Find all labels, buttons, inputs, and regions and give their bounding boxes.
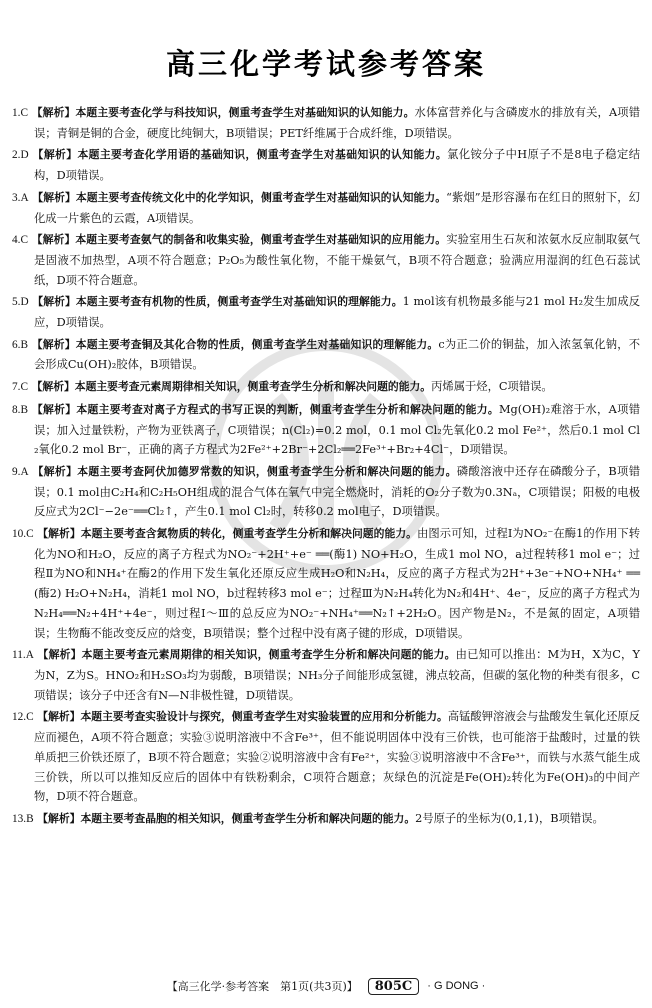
answer-item <box>12 462 640 522</box>
analysis-tag: 【解析】 <box>31 106 76 119</box>
analysis-tag: 【解析】 <box>31 337 76 351</box>
analysis-lead: 本题主要考查传统文化中的化学知识，侧重考查学生对基础知识的认知能力。 <box>75 190 447 204</box>
analysis-text: 水体富营养化与含磷废水的排放有关，A项错误；青铜是铜的合金，硬度比纯铜大，B项错误；PET纤维属于合成纤维，D项错误。 <box>34 106 641 140</box>
footer-exam-code: 805C <box>368 978 419 995</box>
analysis-text: 1 mol该有机物最多能与21 mol H₂发生加成反应，D项错误。 <box>34 295 641 330</box>
answer-item <box>12 188 640 228</box>
analysis-tag: 【解析】 <box>31 402 77 416</box>
analysis-text: Mg(OH)₂难溶于水，A项错误；加入过量铁粉，产物为亚铁离子，C项错误；n(Cl₂)=0.2 mol，0.1 mol Cl₂先氧化0.2 mol Fe²⁺，然后0.1 mol Cl₂氧化0.2 mol Br⁻，正确的离子方程式为2Fe²⁺+2Br⁻+2Cl₂══2Fe³⁺+Br₂+4Cl⁻，D项错误。 <box>34 402 641 457</box>
answer-number: 3.A <box>12 191 29 204</box>
answer-number: 9.A <box>12 465 29 478</box>
answer-number: 12.C <box>12 711 34 724</box>
analysis-text: 由图示可知，过程Ⅰ为NO₂⁻在酶1的作用下转化为NO和H₂O，反应的离子方程式为NO₂⁻+2H⁺+e⁻ ══(酶1) NO+H₂O，生成1 mol NO，a过程转移1 mol e⁻；过程Ⅱ为NO和NH₄⁺在酶2的作用下发生氧化还原反应生成H₂O和N₂H₄，反应的离子方程式为2H⁺+3e⁻+NO+NH₄⁺ ══(酶2) H₂O+N₂H₄，消耗1 mol NO，b过程转移3 mol e⁻；过程Ⅲ为N₂H₄转化为N₂和4H⁺、4e⁻，反应的离子方程式为N₂H₄══N₂+4H⁺+4e⁻，则过程Ⅰ～Ⅲ的总反应为NO₂⁻+NH₄⁺══N₂↑+2H₂O。因产物是N₂，不是氮的固定，A项错误；生物酶不能改变反应的焓变，B项错误；整个过程中没有离子键的形成，D项错误。 <box>34 527 641 640</box>
answer-item <box>12 645 640 705</box>
answer-number: 6.B <box>12 338 29 351</box>
footer-publisher: · G DONG · <box>427 980 486 992</box>
analysis-text: 由已知可以推出：M为H，X为C，Y为N，Z为S。HNO₂和H₂SO₃均为弱酸，B项错误；NH₃分子间能形成氢键，沸点较高，但碳的氢化物的种类有很多，C项错误；该分子中还含有N—N非极性键，D项错误。 <box>34 648 640 702</box>
analysis-tag: 【解析】 <box>37 527 81 541</box>
analysis-text: 磷酸溶液中还存在磷酸分子，B项错误；0.1 mol由C₂H₄和C₂H₅OH组成的混合气体在氧气中完全燃烧时，消耗的O₂分子数为0.3Nₐ，C项错误；阳极的电极反应式为2Cl⁻−2e⁻══Cl₂↑，产生0.1 mol Cl₂时，转移0.2 mol电子，D项错误。 <box>34 464 641 519</box>
answer-item <box>12 145 640 185</box>
analysis-text: 高锰酸钾溶液会与盐酸发生氧化还原反应而褪色，A项不符合题意；实验③说明溶液中不含Fe³⁺，但不能说明固体中没有三价铁，也可能溶于盐酸时，过量的铁单质把三价铁还原了，B项不符合题意；实验②说明溶液中含有Fe²⁺，实验③说明溶液中不含Fe³⁺，而铁与水蒸气能生成三价铁，所以可以推知反应后的固体中有铁粉剩余，C项符合题意；灰绿色的沉淀是Fe(OH)₂转化为Fe(OH)₃的中间产物，D项不符合题意。 <box>34 710 640 804</box>
answer-number: 10.C <box>12 528 34 541</box>
analysis-tag: 【解析】 <box>31 380 75 394</box>
analysis-lead: 本题主要考查元素周期律相关知识，侧重考查学生分析和解决问题的能力。 <box>74 380 432 394</box>
page-footer <box>0 974 652 998</box>
analysis-lead: 本题主要考查实验设计与探究，侧重考查学生对实验装置的应用和分析能力。 <box>80 710 448 724</box>
page-title: 高三化学考试参考答案 <box>165 47 486 81</box>
analysis-lead: 本题主要考查元素周期律的相关知识，侧重考查学生分析和解决问题的能力。 <box>81 648 456 662</box>
answer-number: 7.C <box>12 381 29 394</box>
answer-number: 4.C <box>12 234 29 247</box>
answer-number: 1.C <box>12 107 29 119</box>
analysis-text: 实验室用生石灰和浓氨水反应制取氨气是固液不加热型，A项不符合题意；P₂O₅为酸性氧化物，不能干燥氨气，B项不符合题意；验满应用湿润的红色石蕊试纸，D项不符合题意。 <box>34 233 641 287</box>
answer-item <box>12 292 640 332</box>
answer-list <box>12 103 640 832</box>
answer-item <box>12 335 640 375</box>
analysis-text: “紫烟”是形容瀑布在红日的照射下，幻化成一片紫色的云霞，A项错误。 <box>34 190 640 225</box>
analysis-tag: 【解析】 <box>31 233 76 247</box>
analysis-tag: 【解析】 <box>32 464 78 478</box>
analysis-lead: 本题主要考查化学用语的基础知识，侧重考查学生对基础知识的认知能力。 <box>77 148 448 162</box>
analysis-tag: 【解析】 <box>32 190 76 204</box>
footer-page-info: 【高三化学·参考答案 第1页(共3页)】 <box>166 980 358 993</box>
answer-number: 11.A <box>12 649 34 662</box>
analysis-lead: 本题主要考查氨气的制备和收集实验，侧重考查学生对基础知识的应用能力。 <box>75 233 447 247</box>
analysis-tag: 【解析】 <box>32 295 76 309</box>
answer-item <box>12 400 640 460</box>
analysis-tag: 【解析】 <box>32 148 78 162</box>
analysis-lead: 本题主要考查对离子方程式的书写正误的判断，侧重考查学生分析和解决问题的能力。 <box>76 402 499 416</box>
analysis-tag: 【解析】 <box>37 710 81 724</box>
analysis-lead: 本题主要考查晶胞的相关知识，侧重考查学生分析和解决问题的能力。 <box>80 811 416 825</box>
answer-number: 2.D <box>12 149 29 162</box>
answer-number: 8.B <box>12 403 29 416</box>
analysis-lead: 本题主要考查有机物的性质，侧重考查学生对基础知识的理解能力。 <box>75 295 403 309</box>
answer-item <box>12 377 640 398</box>
answer-item <box>12 230 640 290</box>
analysis-tag: 【解析】 <box>37 648 82 662</box>
answer-number: 5.D <box>12 296 29 309</box>
answer-number: 13.B <box>12 812 34 825</box>
answer-item <box>12 707 640 807</box>
analysis-text: 氯化铵分子中H原子不是8电子稳定结构，D项错误。 <box>34 148 641 183</box>
answer-item <box>12 809 640 830</box>
analysis-lead: 本题主要考查含氮物质的转化，侧重考查学生分析和解决问题的能力。 <box>80 527 418 541</box>
analysis-lead: 本题主要考查化学与科技知识，侧重考查学生对基础知识的认知能力。 <box>75 106 415 119</box>
analysis-lead: 本题主要考查铜及其化合物的性质，侧重考查学生对基础知识的理解能力。 <box>75 337 439 351</box>
answer-item <box>12 524 640 643</box>
analysis-tag: 【解析】 <box>37 811 81 825</box>
analysis-text: c为正二价的铜盐，加入浓氢氧化钠，不会形成Cu(OH)₂胶体，B项错误。 <box>34 337 641 372</box>
analysis-lead: 本题主要考查阿伏加德罗常数的知识，侧重考查学生分析和解决问题的能力。 <box>77 464 457 478</box>
analysis-text: 丙烯属于烃，C项错误。 <box>431 380 553 394</box>
analysis-text: 2号原子的坐标为(0,1,1)，B项错误。 <box>415 811 604 825</box>
answer-item <box>12 103 640 143</box>
